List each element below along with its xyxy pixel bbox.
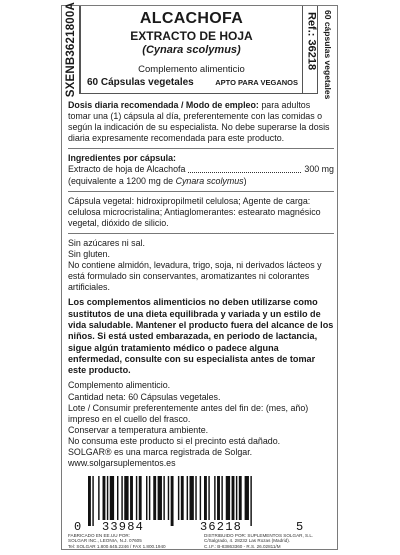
ingredient-amount: 300 mg bbox=[304, 164, 334, 175]
free-sugar: Sin azúcares ni sal. bbox=[68, 237, 145, 248]
barcode bbox=[74, 476, 312, 532]
warning-text: Los complementos alimenticios no deben utilizarse como sustitutos de una dieta equilibrada y variada y un estilo de vida saludable. Mantener el producto fuera del alcance de los niños. Si está usted embarazada, en periodo de lactancia, sigue algún tratamiento médico o padece alguna enfermedad, consulte con su especialista antes de tomar este producto. bbox=[68, 297, 334, 376]
divider bbox=[68, 148, 334, 149]
barcode-left-group: 33984 bbox=[98, 520, 148, 534]
side-code-strip bbox=[62, 2, 80, 98]
barcode-bar bbox=[208, 476, 209, 520]
barcode-bar bbox=[221, 476, 222, 520]
info-line: Cantidad neta: 60 Cápsulas vegetales. bbox=[68, 391, 221, 402]
barcode-bar bbox=[103, 476, 106, 520]
barcode-bar bbox=[92, 476, 93, 526]
barcode-bar bbox=[204, 476, 207, 520]
distributor-line: C/Salgrado, 4. 28232 Las Rozas (Madrid). bbox=[204, 538, 291, 544]
barcode-bar bbox=[236, 476, 237, 520]
product-subtitle: EXTRACTO DE HOJA bbox=[130, 29, 253, 43]
product-label bbox=[61, 2, 338, 550]
side-capsules: 60 cápsulas vegetales bbox=[323, 10, 333, 100]
barcode-bar bbox=[217, 476, 220, 520]
info-line: No consuma este producto si el precinto está dañado. bbox=[68, 435, 281, 446]
info-line: Conservar a temperatura ambiente. bbox=[68, 424, 209, 435]
barcode-bar bbox=[163, 476, 164, 520]
barcode-bar bbox=[124, 476, 128, 520]
barcode-bar bbox=[110, 476, 114, 520]
barcode-bar bbox=[98, 476, 99, 520]
equiv-latin: Cynara scolymus bbox=[175, 175, 244, 186]
manufacturer-info bbox=[68, 533, 178, 549]
info-line: Lote / Consumir preferentemente antes del fin de: (mes, año) impreso en el cuello del frasco. bbox=[68, 402, 309, 424]
barcode-bar bbox=[200, 476, 201, 520]
side-code: SXENB3621800A bbox=[64, 2, 77, 98]
barcode-bar bbox=[245, 476, 249, 520]
dose-paragraph bbox=[68, 100, 334, 144]
barcode-digit-last: 5 bbox=[296, 520, 305, 534]
barcode-bar bbox=[250, 476, 251, 526]
manufacturer-line: FABRICADO EN EE.UU POR: bbox=[68, 533, 131, 538]
barcode-bar bbox=[139, 476, 142, 520]
info-line: SOLGAR® es una marca registrada de Solgar. bbox=[68, 447, 253, 458]
product-category: Complemento alimenticio bbox=[138, 64, 245, 75]
barcode-bar bbox=[117, 476, 118, 520]
label-body bbox=[68, 100, 334, 469]
capsule-composition: Cápsula vegetal: hidroxipropilmetil celulosa; Agente de carga: celulosa microcristalina; Antiaglomerantes: estearato magnésico vegetal, dióxido de silicio. bbox=[68, 195, 321, 228]
barcode-bar bbox=[214, 476, 215, 520]
manufacturer-line: Tel: SOLGAR 1.800.645.2246 / FAX 1.800.1940 bbox=[68, 543, 166, 549]
manufacturer-line: SOLGAR INC., LEONIA, N.J. 07605 bbox=[68, 538, 142, 544]
ingredients-heading: Ingredientes por cápsula: bbox=[68, 153, 177, 164]
barcode-bar bbox=[187, 476, 188, 520]
barcode-bar bbox=[153, 476, 156, 520]
equiv-text: (equivalente a 1200 mg de bbox=[68, 175, 176, 186]
barcode-right-group: 36218 bbox=[196, 520, 246, 534]
barcode-bar bbox=[239, 476, 242, 520]
barcode-bar bbox=[121, 476, 122, 520]
ingredient-equivalent bbox=[68, 176, 334, 187]
barcode-bar bbox=[190, 476, 194, 520]
barcode-bar bbox=[195, 476, 196, 520]
ingredient-name: Extracto de hoja de Alcachofa bbox=[68, 164, 186, 175]
label-header bbox=[80, 6, 318, 94]
barcode-bar bbox=[136, 476, 137, 520]
distributor-line: C.I.F.: B-83863360 - R.S. 26.02811/M bbox=[204, 543, 281, 549]
website: www.solgarsuplementos.es bbox=[68, 458, 176, 469]
product-latin-name: (Cynara scolymus) bbox=[142, 44, 241, 56]
barcode-bar bbox=[149, 476, 150, 520]
equiv-close: ) bbox=[243, 175, 247, 186]
ingredient-row bbox=[68, 164, 334, 175]
barcode-bar bbox=[178, 476, 179, 520]
side-caps-strip bbox=[318, 6, 338, 100]
divider bbox=[68, 191, 334, 192]
distributor-info bbox=[204, 533, 334, 549]
barcode-bar bbox=[232, 476, 235, 520]
barcode-bar bbox=[88, 476, 91, 526]
barcode-bar bbox=[171, 476, 174, 526]
free-other: No contiene almidón, levadura, trigo, soja, ni derivados lácteos y está formulado sin conservantes, aromatizantes ni colorantes artificiales. bbox=[68, 260, 322, 293]
ref-code: Ref.: 36218 bbox=[305, 12, 318, 71]
barcode-bar bbox=[158, 476, 162, 520]
label-footer bbox=[68, 533, 334, 549]
free-gluten: Sin gluten. bbox=[68, 249, 110, 260]
vegan-badge: APTO PARA VEGANOS bbox=[215, 78, 298, 87]
capsule-count: 60 Cápsulas vegetales bbox=[87, 77, 194, 88]
barcode-digit-first: 0 bbox=[74, 520, 83, 534]
dot-leader bbox=[188, 164, 301, 172]
barcode-bar bbox=[130, 476, 133, 520]
dose-heading: Dosis diaria recomendada / Modo de empleo: bbox=[68, 100, 259, 110]
barcode-bar bbox=[107, 476, 108, 520]
divider bbox=[68, 233, 334, 234]
dose-text: para adultos tomar una (1) cápsula al día, preferentemente con las comidas o según la indicación de su especialista. No debe superarse la dosis diaria expresamente recomendada para este producto. bbox=[68, 100, 330, 144]
barcode-bar bbox=[146, 476, 147, 520]
info-line: Complemento alimenticio. bbox=[68, 380, 171, 391]
barcode-bars bbox=[74, 476, 312, 526]
product-title: ALCACHOFA bbox=[139, 10, 244, 27]
barcode-bar bbox=[181, 476, 184, 520]
barcode-bar bbox=[226, 476, 230, 520]
barcode-bar bbox=[168, 476, 169, 520]
distributor-line: DISTRIBUIDO POR: SUPLEMENTOS SOLGAR, S.L. bbox=[204, 533, 314, 538]
